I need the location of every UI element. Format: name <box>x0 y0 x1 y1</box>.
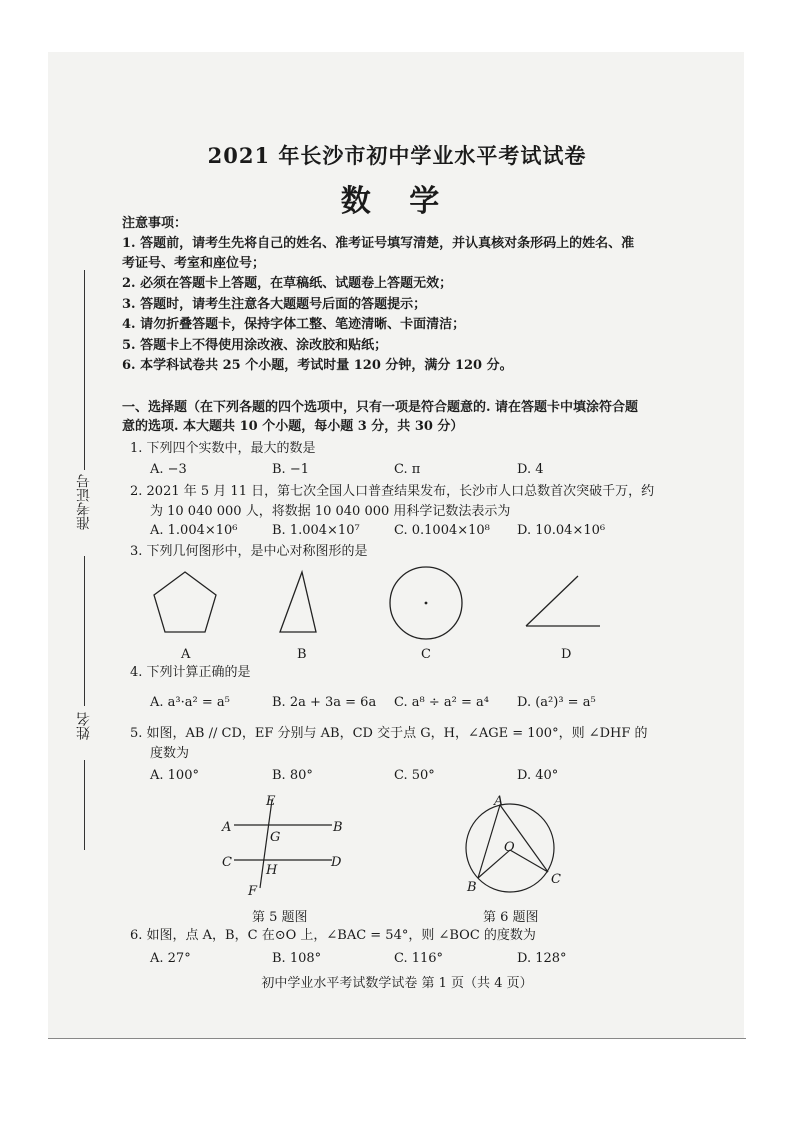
q5-fig-caption: 第 5 题图 <box>252 910 308 925</box>
q2-option-b: B. 1.004×10⁷ <box>272 523 360 538</box>
notice-item: 1. 答题前，请考生先将自己的姓名、准考证号填写清楚，并认真核对条形码上的姓名、准 <box>122 236 635 251</box>
q5-point-h: H <box>266 863 278 878</box>
sheet-bottom-edge <box>48 1038 746 1039</box>
notice-item: 5. 答题卡上不得使用涂改液、涂改胶和贴纸； <box>122 338 388 353</box>
side-line-middle <box>84 556 85 706</box>
q4-option-b: B. 2a + 3a = 6a <box>272 695 377 710</box>
q1-stem: 1. 下列四个实数中，最大的数是 <box>130 441 316 456</box>
q6-option-b: B. 108° <box>272 951 322 966</box>
section-heading-cont: 意的选项. 本大题共 10 个小题，每小题 3 分，共 30 分） <box>122 419 464 434</box>
chord-ab <box>478 805 500 878</box>
q6-stem: 6. 如图，点 A，B，C 在⊙O 上，∠BAC = 54°，则 ∠BOC 的度数为 <box>130 928 536 943</box>
q6-point-c: C <box>551 872 561 887</box>
circle-center-dot <box>425 602 428 605</box>
q2-option-c: C. 0.1004×10⁸ <box>394 523 490 538</box>
q3-label-d: D <box>561 647 572 662</box>
q1-option-a: A. −3 <box>150 462 187 477</box>
q6-fig-caption: 第 6 题图 <box>483 910 539 925</box>
q4-option-c: C. a⁸ ÷ a² = a⁴ <box>394 695 489 710</box>
q5-point-c: C <box>222 855 232 870</box>
q6-option-a: A. 27° <box>150 951 191 966</box>
notice-item: 3. 答题时，请考生注意各大题题号后面的答题提示； <box>122 297 427 312</box>
section-heading: 一、选择题（在下列各题的四个选项中，只有一项是符合题意的. 请在答题卡中填涂符合题 <box>122 400 639 415</box>
q5-point-e: E <box>266 794 276 809</box>
notice-item: 考证号、考室和座位号； <box>122 256 266 271</box>
q3-label-c: C <box>421 647 431 662</box>
name-label: 姓名 <box>76 712 92 740</box>
q6-point-o: O <box>504 840 515 855</box>
q5-option-c: C. 50° <box>394 768 435 783</box>
radius-oc <box>510 850 548 872</box>
exam-number-label: 准考证号 <box>76 474 92 530</box>
q5-figure <box>220 792 350 902</box>
subject-title: 数 学 <box>340 184 454 219</box>
q5-stem: 5. 如图，AB // CD，EF 分别与 AB，CD 交于点 G，H，∠AGE = 100°，则 ∠DHF 的 <box>130 726 648 741</box>
q5-point-d: D <box>331 855 342 870</box>
q3-stem: 3. 下列几何图形中，是中心对称图形的是 <box>130 544 368 559</box>
q6-point-a: A <box>494 794 504 809</box>
q5-point-a: A <box>222 820 232 835</box>
q6-point-b: B <box>467 880 477 895</box>
q1-option-c: C. π <box>394 462 421 477</box>
notice-item: 6. 本学科试卷共 25 个小题，考试时量 120 分钟，满分 120 分。 <box>122 358 513 373</box>
q3-label-a: A <box>181 647 191 662</box>
q4-stem: 4. 下列计算正确的是 <box>130 665 251 680</box>
q2-stem: 2. 2021 年 5 月 11 日，第七次全国人口普查结果发布，长沙市人口总数首次突破千万，约 <box>130 484 655 499</box>
page-footer: 初中学业水平考试数学试卷 第 1 页（共 4 页） <box>261 976 533 991</box>
q3-shapes <box>150 566 620 646</box>
q4-option-d: D. (a²)³ = a⁵ <box>517 695 596 710</box>
notice-item: 4. 请勿折叠答题卡，保持字体工整、笔迹清晰、卡面清洁； <box>122 317 466 332</box>
pentagon-shape <box>154 572 216 632</box>
q5-option-b: B. 80° <box>272 768 313 783</box>
q5-stem-cont: 度数为 <box>150 746 190 761</box>
q5-point-f: F <box>248 884 258 899</box>
page-title: 2021 年长沙市初中学业水平考试试卷 <box>207 143 587 168</box>
side-line-bottom <box>84 760 85 850</box>
q6-option-c: C. 116° <box>394 951 444 966</box>
q5-option-a: A. 100° <box>150 768 199 783</box>
q3-label-b: B <box>297 647 307 662</box>
side-line-top <box>84 270 85 470</box>
q2-option-d: D. 10.04×10⁶ <box>517 523 606 538</box>
chord-ac <box>500 805 548 872</box>
q1-option-b: B. −1 <box>272 462 309 477</box>
q2-option-a: A. 1.004×10⁶ <box>150 523 238 538</box>
q5-point-g: G <box>270 830 281 845</box>
notice-item: 2. 必须在答题卡上答题，在草稿纸、试题卷上答题无效； <box>122 276 453 291</box>
q1-option-d: D. 4 <box>517 462 544 477</box>
q2-stem-cont: 为 10 040 000 人，将数据 10 040 000 用科学记数法表示为 <box>150 504 511 519</box>
q4-option-a: A. a³·a² = a⁵ <box>150 695 230 710</box>
q5-point-b: B <box>333 820 343 835</box>
q6-option-d: D. 128° <box>517 951 567 966</box>
notice-heading: 注意事项： <box>122 216 188 231</box>
angle-ray-1 <box>526 576 578 626</box>
triangle-shape <box>280 572 316 632</box>
q5-option-d: D. 40° <box>517 768 559 783</box>
